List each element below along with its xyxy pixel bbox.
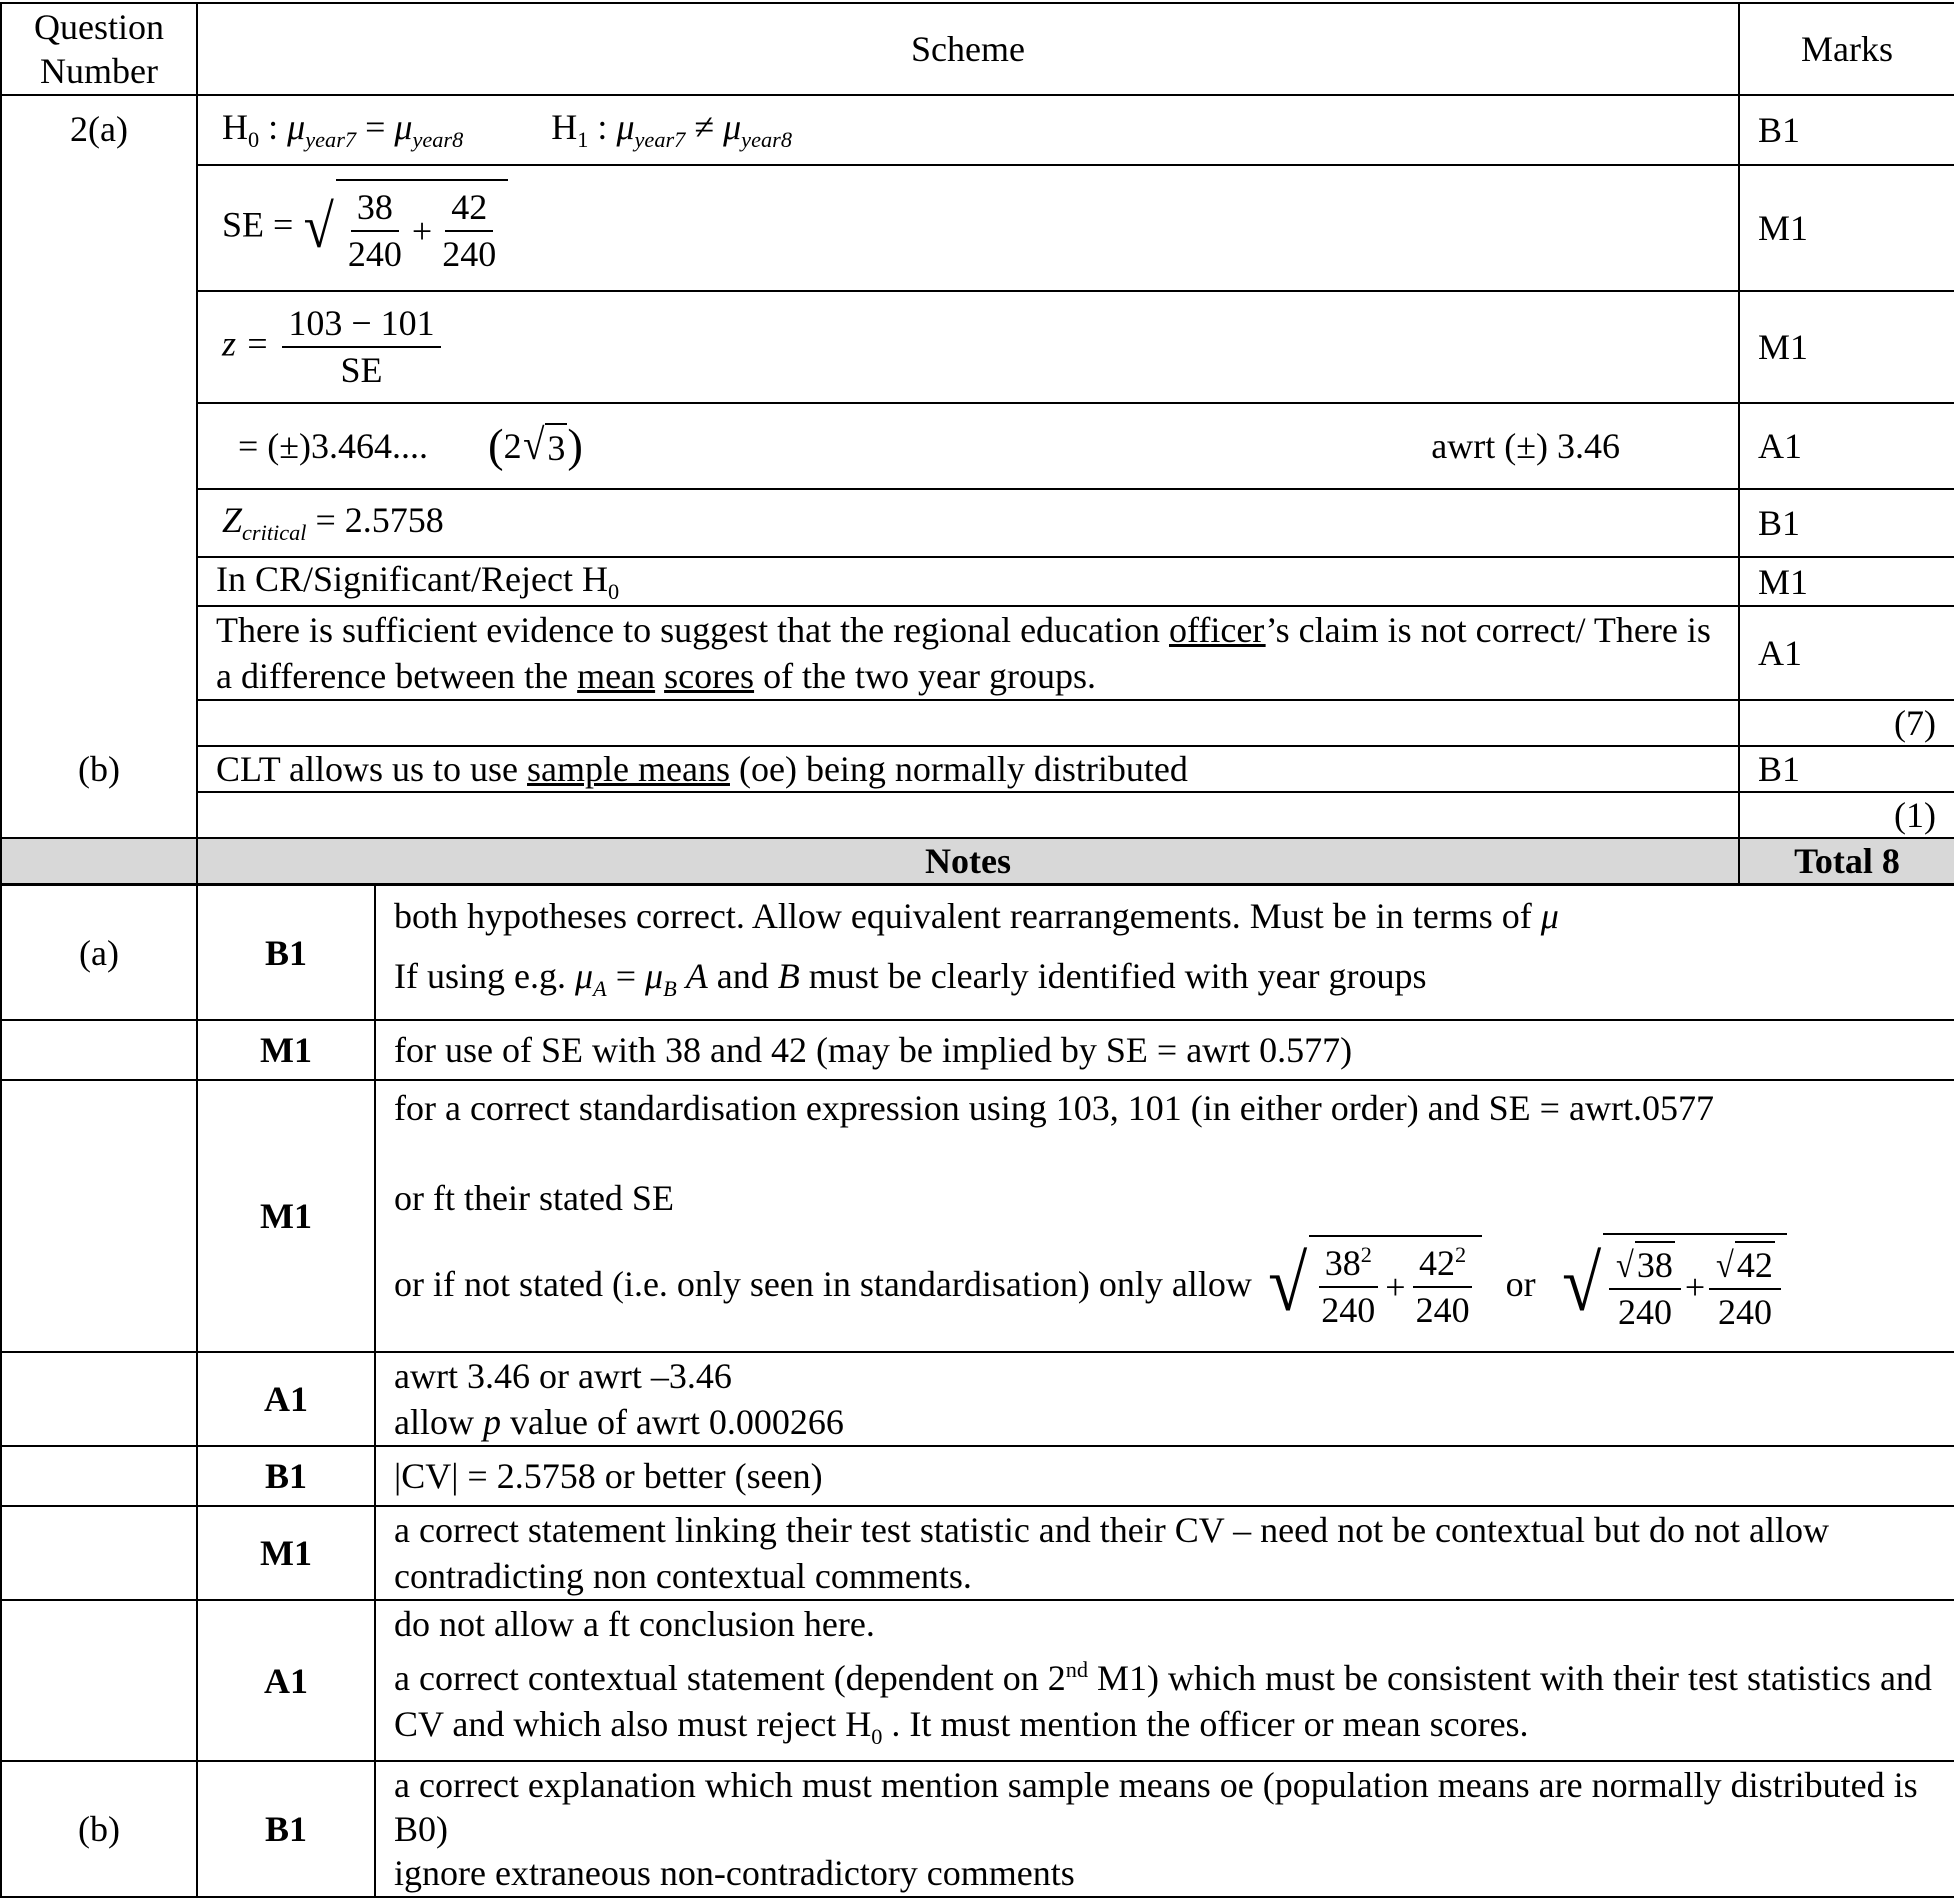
part-label: (b) bbox=[1, 1761, 197, 1897]
note-row bbox=[1, 1020, 1954, 1080]
part-label: (a) bbox=[1, 885, 197, 1020]
scheme-row bbox=[1, 746, 1954, 792]
note-text: a correct statement linking their test statistic and their CV – need not be contextual but do not allow contradicting non contextual comments. bbox=[375, 1506, 1954, 1600]
notes-header: Notes bbox=[197, 838, 1739, 884]
scheme-row bbox=[1, 606, 1954, 700]
mark-code: A1 bbox=[197, 1600, 375, 1761]
scheme-row bbox=[1, 489, 1954, 557]
scheme-row bbox=[1, 403, 1954, 489]
scheme-row bbox=[1, 557, 1954, 606]
mark-code: M1 bbox=[197, 1080, 375, 1352]
part-total: (7) bbox=[1739, 700, 1954, 746]
note-text: do not allow a ft conclusion here. a correct contextual statement (dependent on 2nd M1) which must be consistent with their test statistics and CV and which also must reject $H_0$ . It must mention the officer or mean scores. bbox=[375, 1600, 1954, 1761]
note-row bbox=[1, 1446, 1954, 1506]
scheme-row bbox=[1, 700, 1954, 746]
hypotheses: $H_0$ : $\mu_{year7} = \mu_{year8}$ $H_1$ : $\mu_{year7} \ne \mu_{year8}$ bbox=[197, 95, 1739, 165]
mark: B1 bbox=[1739, 489, 1954, 557]
standard-error: SE = √ 38 240 + 42 240 bbox=[197, 165, 1739, 291]
scheme-row bbox=[1, 291, 1954, 403]
part-total: (1) bbox=[1739, 792, 1954, 838]
scheme-row bbox=[1, 165, 1954, 291]
mark: B1 bbox=[1739, 95, 1954, 165]
note-text: |CV| = 2.5758 or better (seen) bbox=[375, 1446, 1954, 1506]
note-text: a correct explanation which must mention sample means oe (population means are normally distributed is B0) ignore extraneous non-contradictory comments bbox=[375, 1761, 1954, 1897]
mark: M1 bbox=[1739, 165, 1954, 291]
scheme-row bbox=[1, 792, 1954, 838]
z-value: = (±)3.464.... ( 2 √ 3 ) awrt (±) 3.46 bbox=[197, 403, 1739, 489]
mark-code: B1 bbox=[197, 885, 375, 1020]
scheme-header: Scheme bbox=[197, 3, 1739, 95]
critical-value: $Z_{critical} = 2.5758$ bbox=[197, 489, 1739, 557]
mark-code: M1 bbox=[197, 1020, 375, 1080]
note-text: both hypotheses correct. Allow equivalent rearrangements. Must be in terms of μ If using e.g. $\mu_A = \mu_B$ A and B must be clearly identified with year groups bbox=[375, 885, 1954, 1020]
part-label: (b) bbox=[1, 746, 197, 792]
scheme-row bbox=[1, 95, 1954, 165]
note-text: for use of SE with 38 and 42 (may be implied by SE = awrt 0.577) bbox=[375, 1020, 1954, 1080]
note-text: awrt 3.46 or awrt –3.46 allow p value of awrt 0.000266 bbox=[375, 1352, 1954, 1446]
conclusion: There is sufficient evidence to suggest that the regional education officer’s claim is not correct/ There is a difference between the mean scores of the two year groups. bbox=[197, 606, 1739, 700]
note-text: for a correct standardisation expression using 103, 101 (in either order) and SE = awrt.0577 or ft their stated SE or if not stated (i.e. only seen in standardisation) only allow √ $38^2$ 240 + $42^2$ 240 or √ √ 38 240 + √ 42 240 bbox=[375, 1080, 1954, 1352]
question-number-header: Question Number bbox=[1, 3, 197, 95]
mark: M1 bbox=[1739, 557, 1954, 606]
marks-header: Marks bbox=[1739, 3, 1954, 95]
mark-code: B1 bbox=[197, 1761, 375, 1897]
mark: M1 bbox=[1739, 291, 1954, 403]
note-row bbox=[1, 1761, 1954, 1897]
note-row bbox=[1, 1600, 1954, 1761]
note-row bbox=[1, 1506, 1954, 1600]
notes-table bbox=[0, 884, 1954, 1898]
reject-h0: In CR/Significant/Reject $H_0$ bbox=[197, 557, 1739, 606]
mark: A1 bbox=[1739, 403, 1954, 489]
note-row bbox=[1, 1080, 1954, 1352]
clt-statement: CLT allows us to use sample means (oe) being normally distributed bbox=[197, 746, 1739, 792]
mark: A1 bbox=[1739, 606, 1954, 700]
mark: B1 bbox=[1739, 746, 1954, 792]
total-header: Total 8 bbox=[1739, 838, 1954, 884]
question-label: 2(a) bbox=[70, 109, 128, 149]
note-row bbox=[1, 885, 1954, 1020]
mark-code: M1 bbox=[197, 1506, 375, 1600]
scheme-table bbox=[0, 2, 1954, 885]
mark-code: A1 bbox=[197, 1352, 375, 1446]
notes-header-row bbox=[1, 838, 1954, 884]
mark-code: B1 bbox=[197, 1446, 375, 1506]
z-statistic: z = $\frac{103 - 101}{SE}$ bbox=[197, 291, 1739, 403]
header-row bbox=[1, 3, 1954, 95]
note-row bbox=[1, 1352, 1954, 1446]
